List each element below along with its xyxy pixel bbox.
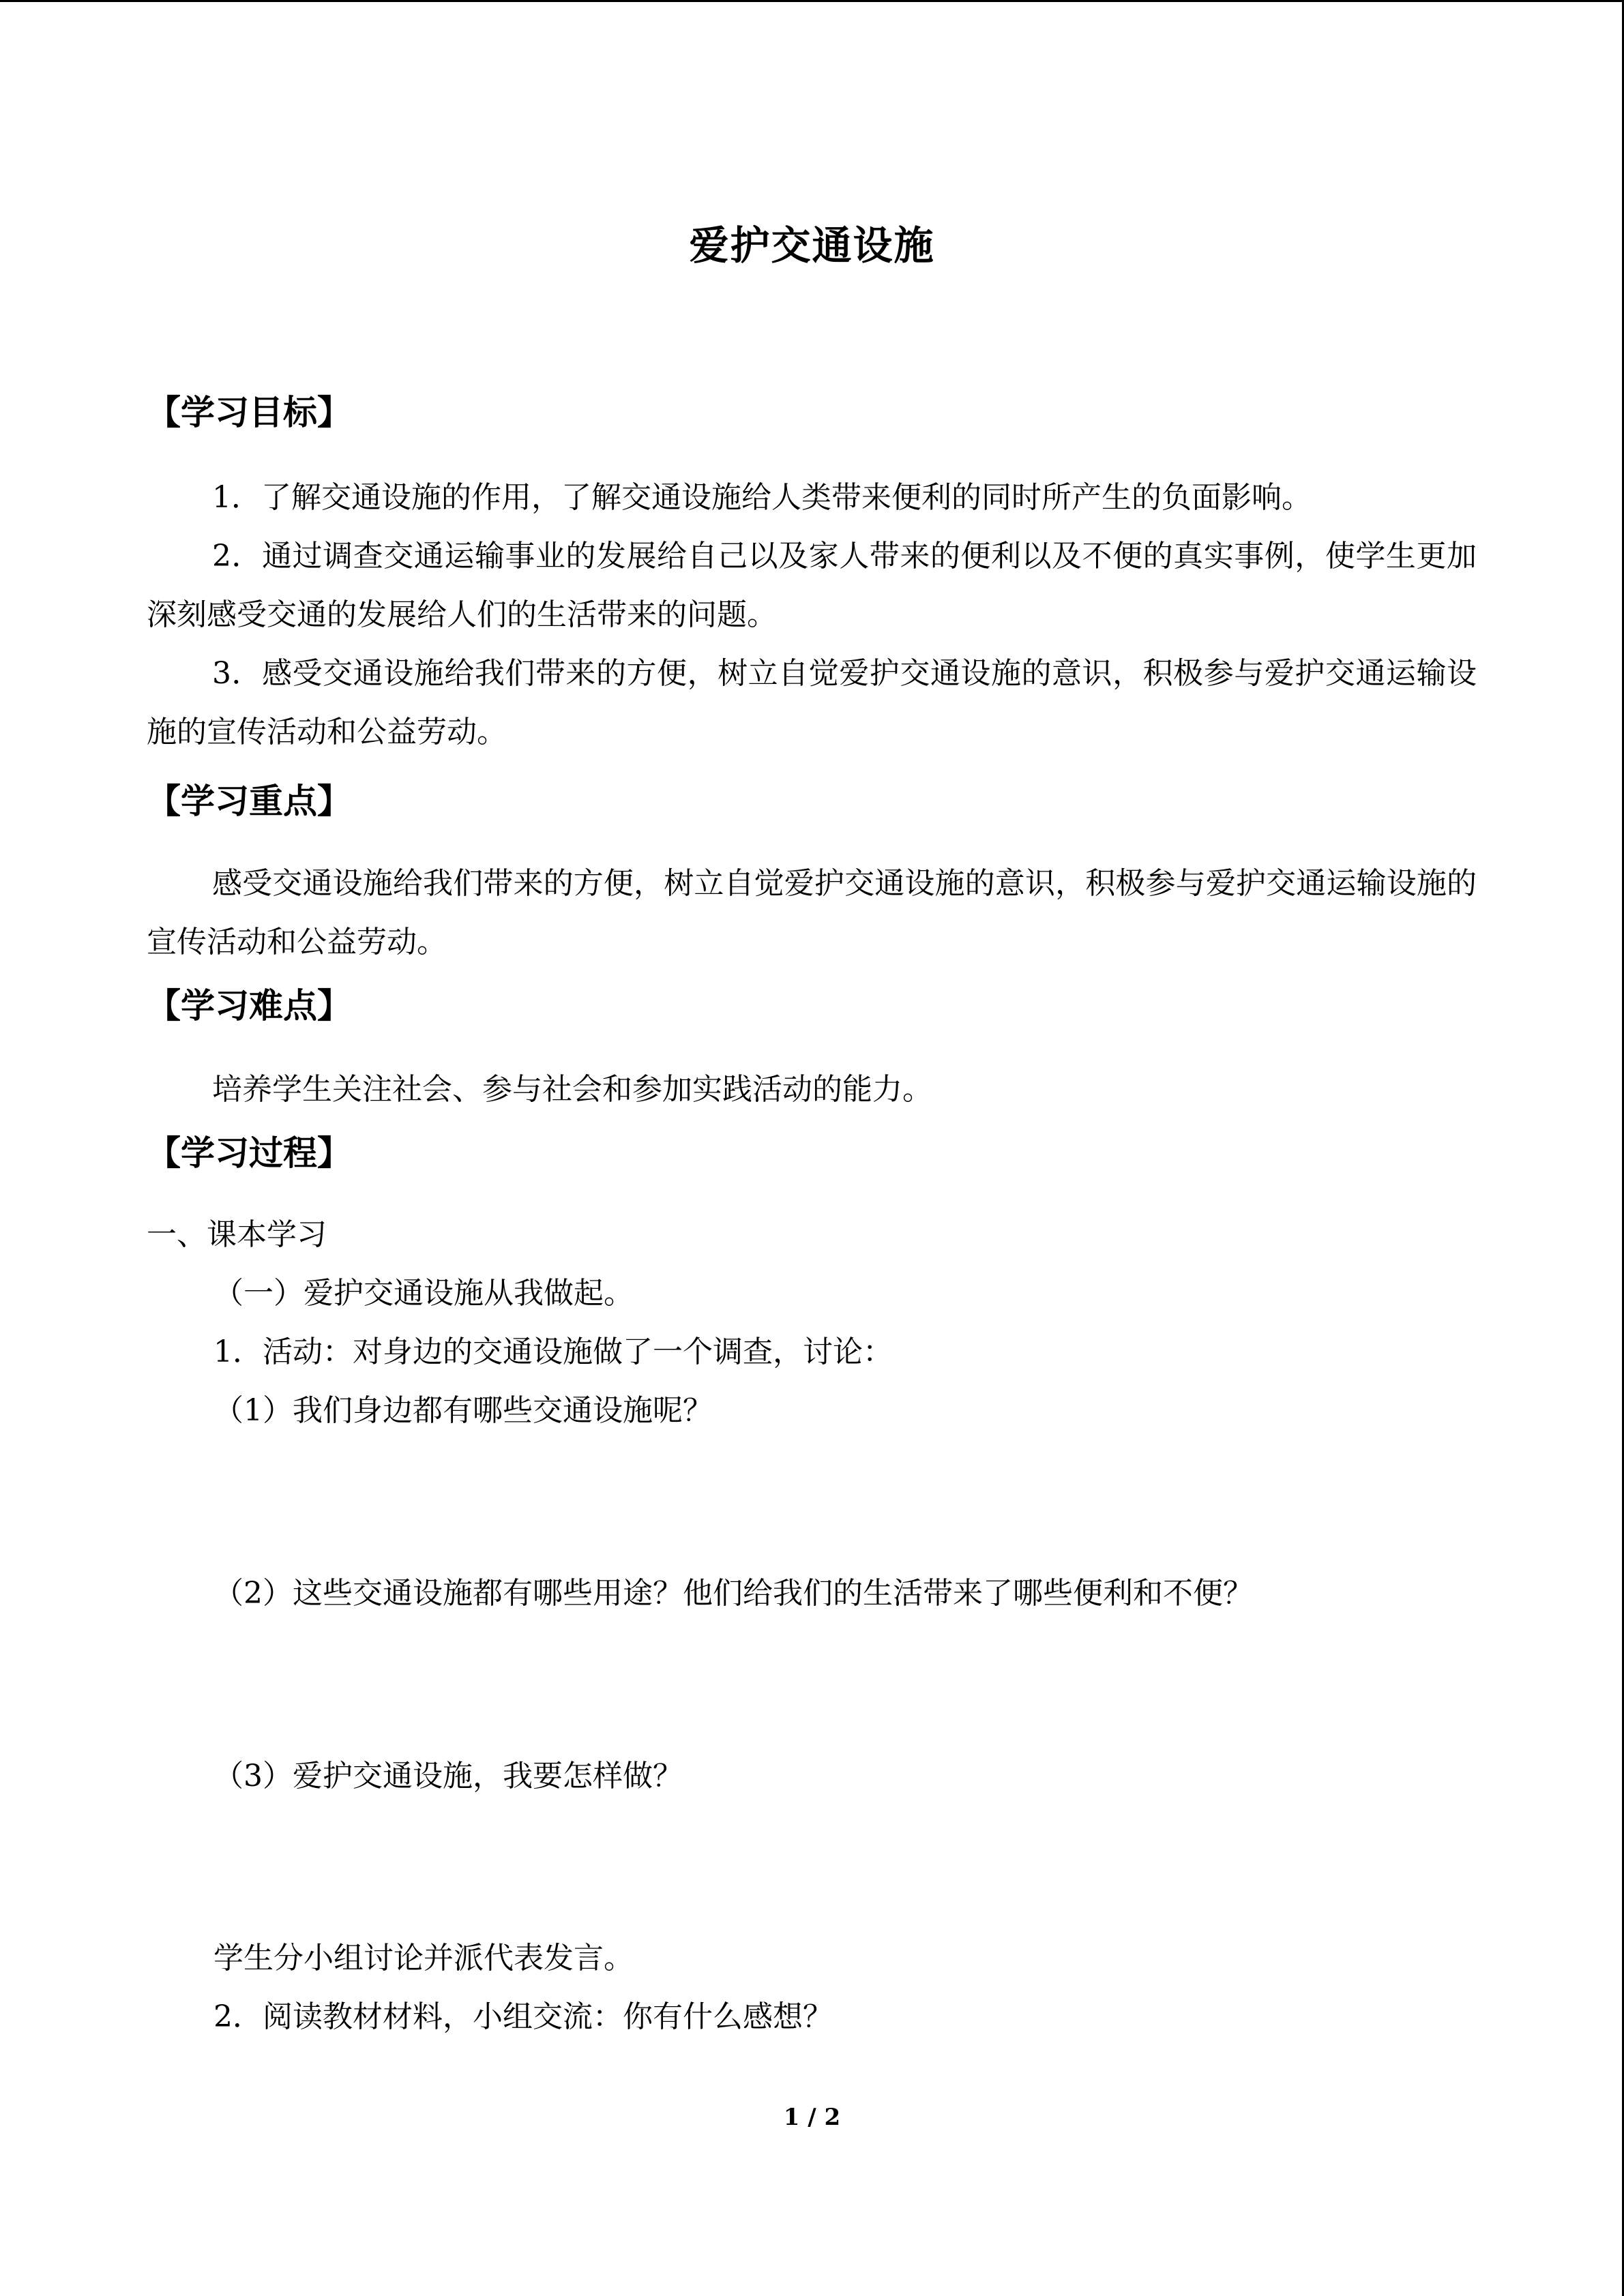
goal-item-2: 2．通过调查交通运输事业的发展给自己以及家人带来的便利以及不便的真实事例，使学生更加深刻感受交通的发展给人们的生活带来的问题。 xyxy=(147,539,1477,632)
activity-1: 1．活动：对身边的交通设施做了一个调查，讨论： xyxy=(213,1335,893,1369)
heading-learning-process: 【学习过程】 xyxy=(147,1133,351,1173)
part-textbook-study: 一、课本学习 xyxy=(147,1217,327,1252)
goal-item-3: 3．感受交通设施给我们带来的方便，树立自觉爱护交通设施的意识，积极参与爱护交通运输设施的宣传活动和公益劳动。 xyxy=(147,656,1477,749)
heading-difficulties: 【学习难点】 xyxy=(147,985,351,1026)
subsection-1: （一）爱护交通设施从我做起。 xyxy=(213,1276,634,1311)
key-points-text: 感受交通设施给我们带来的方便，树立自觉爱护交通设施的意识，积极参与爱护交通运输设施的宣传活动和公益劳动。 xyxy=(147,866,1477,959)
question-2: （2）这些交通设施都有哪些用途？他们给我们的生活带来了哪些便利和不便？ xyxy=(213,1576,1253,1611)
document-title: 爱护交通设施 xyxy=(689,222,935,269)
question-3: （3）爱护交通设施，我要怎样做？ xyxy=(213,1759,683,1793)
goal-item-1: 1．了解交通设施的作用，了解交通设施给人类带来便利的同时所产生的负面影响。 xyxy=(212,480,1312,515)
activity-2: 2．阅读教材材料，小组交流：你有什么感想？ xyxy=(213,1999,833,2034)
heading-key-points: 【学习重点】 xyxy=(147,781,351,821)
heading-learning-goals: 【学习目标】 xyxy=(147,392,351,432)
difficulties-text: 培养学生关注社会、参与社会和参加实践活动的能力。 xyxy=(212,1072,932,1107)
group-discussion-note: 学生分小组讨论并派代表发言。 xyxy=(213,1941,634,1976)
page-number: 1 / 2 xyxy=(783,2104,841,2131)
question-1: （1）我们身边都有哪些交通设施呢？ xyxy=(213,1393,713,1428)
